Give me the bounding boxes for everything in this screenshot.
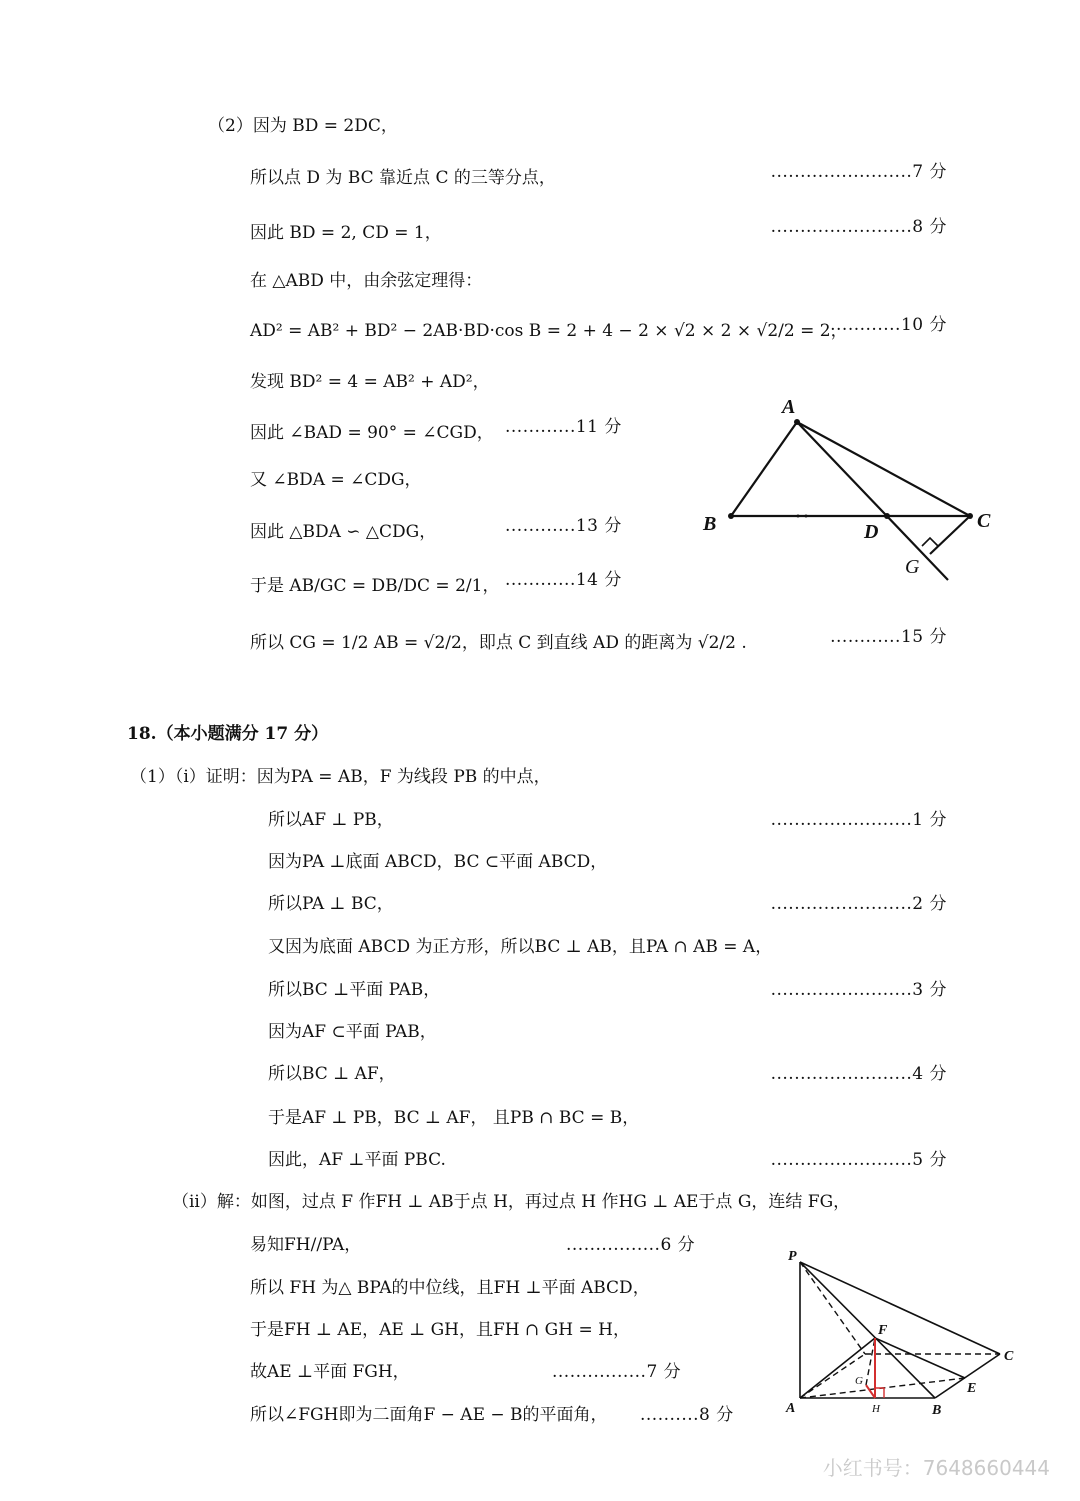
part2-line-2: 因此 BD = 2, CD = 1， — [250, 223, 442, 243]
q18-ii-score-1: ................6 分 — [566, 1235, 696, 1255]
part2-score-6: ............11 分 — [505, 417, 622, 437]
q18-line-5: 所以BC ⊥平面 PAB， — [268, 980, 441, 1000]
label-c2: C — [1004, 1349, 1014, 1364]
edge-pb — [800, 1262, 935, 1398]
part2-line-5: 发现 BD² = 4 = AB² + AD²， — [250, 372, 490, 392]
q18-ii-intro: （ii）解：如图，过点 F 作FH ⊥ AB于点 H，再过点 H 作HG ⊥ AE于点 G，连结 FG， — [172, 1192, 851, 1212]
q18-ii-line-5: 所以∠FGH即为二面角F − AE − B的平面角， — [250, 1405, 608, 1425]
watermark: 小红书号：7648660444 — [822, 1456, 1050, 1480]
label-g: G — [905, 556, 920, 578]
part2-score-8: ............13 分 — [505, 516, 622, 536]
label-b2: B — [932, 1403, 942, 1418]
q18-heading: 18.（本小题满分 17 分） — [127, 724, 329, 744]
label-h: H — [872, 1403, 880, 1415]
part2-line-4: AD² = AB² + BD² − 2AB·BD·cos B = 2 + 4 − 2 × √2 × 2 × √2/2 = 2， — [250, 321, 848, 341]
label-g2: G — [855, 1375, 863, 1387]
part2-line-7: 又 ∠BDA = ∠CDG， — [250, 470, 422, 490]
q18-score-1: ........................1 分 — [770, 810, 947, 830]
q18-ii-line-4: 故AE ⊥平面 FGH， — [250, 1362, 410, 1382]
label-p: P — [788, 1249, 797, 1264]
part2-line-1: 所以点 D 为 BC 靠近点 C 的三等分点， — [250, 168, 556, 188]
part2-score-2: ........................8 分 — [770, 217, 947, 237]
q18-ii-score-5: ..........8 分 — [640, 1405, 734, 1425]
part2-score-1: ........................7 分 — [770, 162, 947, 182]
part2-line-10: 所以 CG = 1/2 AB = √2/2，即点 C 到直线 AD 的距离为 √2/2 . — [250, 633, 747, 653]
part2-score-10: ............15 分 — [830, 627, 947, 647]
label-a2: A — [786, 1401, 796, 1416]
q18-line-7: 所以BC ⊥ AF， — [268, 1064, 396, 1084]
q18-ii-line-1: 易知FH//PA， — [250, 1235, 362, 1255]
q18-line-8: 于是AF ⊥ PB，BC ⊥ AF， 且PB ∩ BC = B， — [268, 1108, 640, 1128]
segment-gh-red — [866, 1385, 875, 1398]
segment-fe — [875, 1338, 965, 1378]
q18-line-1: 所以AF ⊥ PB， — [268, 810, 394, 830]
q18-line-4: 又因为底面 ABCD 为正方形，所以BC ⊥ AB，且PA ∩ AB = A， — [268, 937, 773, 957]
part2-heading: （2）因为 BD = 2DC， — [208, 116, 398, 136]
q18-ii-line-3: 于是FH ⊥ AE，AE ⊥ GH，且FH ∩ GH = H， — [250, 1320, 630, 1340]
part2-score-9: ............14 分 — [505, 570, 622, 590]
edge-pd-hidden — [800, 1262, 865, 1354]
label-d: D — [864, 521, 879, 543]
q18-score-3: ........................2 分 — [770, 894, 947, 914]
q18-score-7: ........................4 分 — [770, 1064, 947, 1084]
segment-af — [800, 1338, 875, 1398]
label-f: F — [878, 1323, 888, 1338]
q18-ii-line-2: 所以 FH 为△ BPA的中位线，且FH ⊥平面 ABCD， — [250, 1278, 650, 1298]
q18-line-3: 所以PA ⊥ BC， — [268, 894, 394, 914]
part2-line-9: 于是 AB/GC = DB/DC = 2/1， — [250, 576, 500, 596]
q18-ii-score-4: ................7 分 — [552, 1362, 682, 1382]
part2-line-6: 因此 ∠BAD = 90° = ∠CGD， — [250, 423, 494, 443]
label-e: E — [967, 1381, 977, 1396]
q18-line-2: 因为PA ⊥底面 ABCD，BC ⊂平面 ABCD， — [268, 852, 608, 872]
label-a: A — [782, 396, 796, 418]
right-angle-mark-h — [875, 1388, 884, 1398]
part2-line-8: 因此 △BDA ∽ △CDG， — [250, 522, 437, 542]
q18-intro: （1）（i）证明：因为PA = AB，F 为线段 PB 的中点， — [130, 767, 551, 787]
q18-line-6: 因为AF ⊂平面 PAB， — [268, 1022, 437, 1042]
label-b: B — [703, 513, 717, 535]
part2-score-4: ............10 分 — [830, 315, 947, 335]
part2-line-3: 在 △ABD 中，由余弦定理得： — [250, 271, 483, 291]
q18-score-9: ........................5 分 — [770, 1150, 947, 1170]
label-c: C — [977, 510, 991, 532]
edge-pc — [800, 1262, 1000, 1354]
q18-line-9: 因此，AF ⊥平面 PBC. — [268, 1150, 446, 1170]
q18-score-5: ........................3 分 — [770, 980, 947, 1000]
